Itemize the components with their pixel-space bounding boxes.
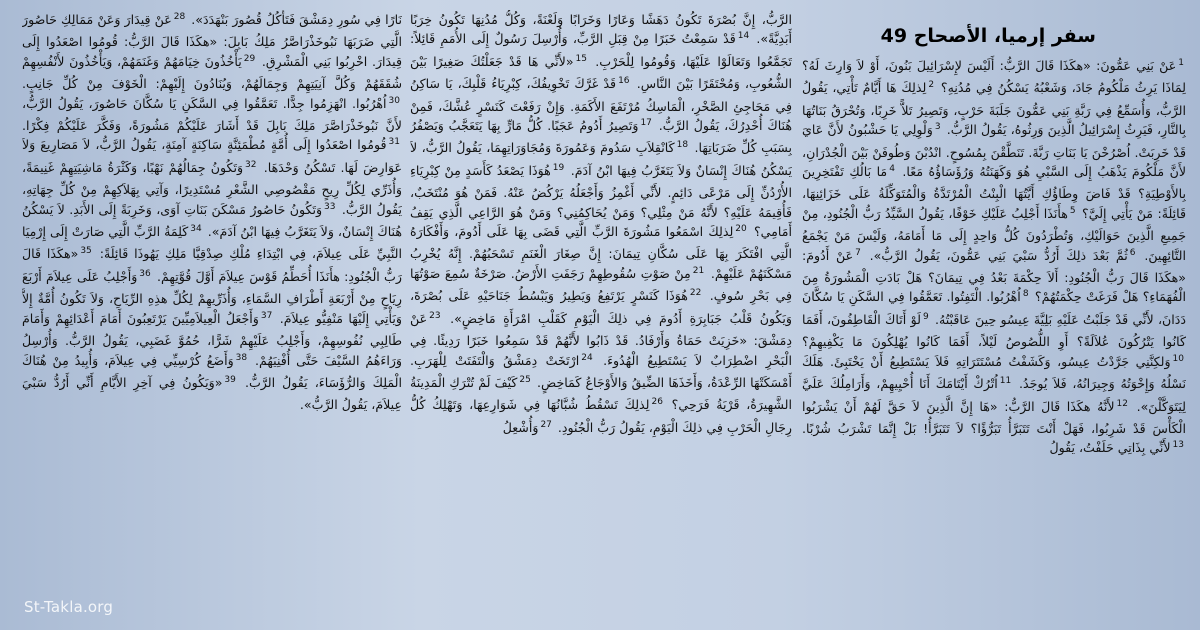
- verse-text: لأَنَّهُ هكَذَا قَالَ الرَّبُّ: «هَا إِنَّ الَّذِينَ لاَ حَقَّ لَهُمْ أَنْ يَشْرَبُوا الْكَأْسَ قَدْ شَرِبُوا، فَهَلْ أَنْتَ تَتَبَرَّأُ تَبَرُّؤًا؟ لاَ تَتَبَرَّأُ! بَلْ إِنَّمَا تَشْرَبُ شُرْبًا.: [802, 398, 1186, 436]
- text-column-left: [22, 10, 402, 610]
- verse-text: لِذلِكَ اسْمَعُوا مَشُورَةَ الرَّبِّ الَّتِي قَضَى بِهَا عَلَى أَدُومَ، وَأَفْكَارَهُ الَّتِي افْتَكَرَ بِهَا عَلَى سُكَّانِ تِيمَانَ: إِنَّ صِغَارَ الْغَنَمِ تَسْحَبُهُمْ. إِنَّهُ يُخْرِبُ مَسْكَنَهُمْ عَلَيْهِمْ.: [410, 224, 792, 281]
- verse-text: لِذلِكَ تَسْقُطُ شُبَّانُهَا فِي شَوَارِعِهَا، وَتَهْلِكُ كُلُّ رِجَالِ الْحَرْبِ فِي ذلِكَ الْيَوْمِ، يَقُولُ رَبُّ الْجُنُودِ.: [410, 397, 792, 435]
- verse-number: 14: [737, 31, 750, 42]
- verse-text: «هكَذَا قَالَ رَبُّ الْجُنُودِ: هأَنَذَا أُحَطِّمُ قَوْسَ عِيلاَمَ أَوَّلَ قُوَّتِهِمْ.: [22, 246, 402, 284]
- verse-text: هُوَذَا كَنَسْرٍ يَرْتَفِعُ وَيَطِيرُ وَيَبْسُطُ جَنَاحَيْهِ عَلَى بُصْرَةَ، وَيَكُونُ قَلْبُ جَبَابِرَةِ أَدُومَ فِي ذلِكَ الْيَوْمِ كَقَلْبِ امْرَأَةٍ مَاخِضٍ».: [410, 288, 792, 326]
- verse-number: 13: [1172, 440, 1184, 451]
- verse-text: عَنْ قِيدَارَ وَعَنْ مَمَالِكِ حَاصُورَ الَّتِي ضَرَبَهَا نَبُوخَذْرَاصَّرُ مَلِكُ بَابِلَ: «هكَذَا قَالَ الرَّبُّ: قُومُوا اصْعَدُوا إِلَى قِيدَارَ. اخْرِبُوا بَنِي الْمَشْرِقِ.: [22, 12, 402, 69]
- verse-text: قَدْ سَمِعْتُ خَبَرًا مِنْ قِبَلِ الرَّبِّ، وَأُرْسِلَ رَسُولٌ إِلَى الأُمَمِ قَائِلاً: تَجَمَّعُوا وَتَعَالَوْا عَلَيْهَا، وَقُومُوا لِلْحَرْبِ.: [410, 31, 792, 69]
- verse-number: 3: [934, 122, 941, 133]
- verse-number: 16: [618, 76, 630, 87]
- verse-number: 27: [540, 419, 552, 430]
- site-watermark: St-Takla.org: [24, 598, 114, 616]
- verse: [802, 399, 1186, 436]
- verse-number: 25: [519, 374, 531, 385]
- verse-number: 39: [224, 374, 236, 385]
- verse-text: وَلْوِلِي يَا حَشْبُونُ لأَنَّ عَايَ قَدْ خَرِبَتْ. اُصْرُخْنَ يَا بَنَاتِ رَبَّةَ. تَنَطَّقْنَ بِمُسُوحٍ. انْدُبْنَ وَطُوفَنْ بَيْنَ الْجُدْرَانِ، لأَنَّ مَلْكُومَ يَذْهَبُ إِلَى السَّبْيِ هُوَ وَكَهَنَتُهُ وَرُؤَسَاؤُهُ مَعًا.: [802, 122, 1186, 180]
- verse-number: 7: [855, 247, 861, 258]
- verse-number: 11: [999, 376, 1012, 387]
- verse-number: 33: [324, 201, 336, 212]
- verse: [503, 420, 554, 435]
- verse-text: لِذلِكَ هَا أَيَّامٌ تَأْتِي، يَقُولُ الرَّبُّ، وَأُسَمِّعُ فِي رَبَّةِ بَنِي عَمُّونَ جَلَبَةَ حَرْبٍ، وَتَصِيرُ تَلاًّ خَرِبًا، وَتُحْرَقُ بَنَاتُهَا بِالنَّارِ، فَيَرِثُ إِسْرَائِيلُ الَّذِينَ وَرِثُوهُ، يَقُولُ الرَّبُّ.: [802, 80, 1186, 138]
- verse-number: 28: [173, 12, 186, 22]
- verse-text: «وَيَكُونُ فِي آخِرِ الأَيَّامِ أَنِّي أَرُدُّ سَبْيَ عِيلاَمَ، يَقُولُ الرَّبُّ».: [22, 374, 402, 413]
- verse: [22, 96, 402, 133]
- verse-text: كَانْقِلاَبِ سَدُومَ وَعَمُورَةَ وَمُجَاوَرَاتِهِمَا، يَقُولُ الرَّبُّ، لاَ يَسْكُنُ هُنَاكَ إِنْسَانٌ وَلاَ يَتَغَرَّبُ فِيهَا ابْنُ آدَمَ.: [410, 140, 792, 178]
- text-column-right: [802, 22, 1186, 622]
- verse-number: 12: [1116, 398, 1128, 409]
- verse-number: 15: [575, 53, 587, 64]
- verse-text: مَا بَالُكِ تَفْتَخِرِينَ بِالأَوْطِيَةِ؟ قَدْ فَاضَ وِطَاؤُكِ أَيَّتُهَا الْبِنْتُ الْمُرْتَدَّةُ وَالْمُتَوَكِّلَةُ عَلَى خَزَائِنِهَا، قَائِلَةً: مَنْ يَأْتِي إِلَيَّ؟: [802, 164, 1186, 221]
- verse-text: كَلِمَةُ الرَّبِّ الَّتِي صَارَتْ إِلَى إِرْمِيَا النَّبِيِّ عَلَى عِيلاَمَ، فِي ابْتِدَاءِ مُلْكِ صِدْقِيَّا مَلِكِ يَهُوذَا قَائِلَةً:: [22, 224, 402, 262]
- verse-text: ارْتَخَتْ دِمَشْقُ وَالْتَفَتَتْ لِلْهَرَبِ. أَمْسَكَتْهَا الرِّعْدَةُ، وَأَخَذَهَا الضِّيقُ وَالأَوْجَاعُ كَمَاخِضٍ.: [410, 352, 792, 390]
- verse-text: وَأَجْعَلُ الْعِيلاَمِيِّينَ يَرْتَعِبُونَ أَمَامَ أَعْدَائِهِمْ وَأَمَامَ طَالِبِي نُفُوسِهِمْ، وَأَجْلِبُ عَلَيْهِمْ شَرًّا، حُمُوَّ غَضَبِي، يَقُولُ الرَّبُّ. وَأُرْسِلُ وَرَاءَهُمُ السَّيْفَ حَتَّى أُفْنِيَهُمْ.: [22, 310, 402, 368]
- verse-number: 6: [1129, 247, 1136, 258]
- verse-number: 35: [80, 246, 92, 257]
- verse-number: 8: [1022, 289, 1029, 300]
- verse-text: مِنْ صَوْتِ سُقُوطِهِمْ رَجَفَتِ الأَرْضُ. صَرْخَةٌ سُمِعَ صَوْتُهَا فِي بَحْرِ سُوفٍ.: [410, 265, 792, 304]
- verse-number: 22: [689, 288, 702, 299]
- verse-number: 10: [1172, 353, 1184, 364]
- verse-text: هُوَذَا يَصْعَدُ كَأَسَدٍ مِنْ كِبْرِيَاءِ الأُرْدُنِّ إِلَى مَرْعًى دَائِمٍ. لأَنِّي أَغْمِزُ وَأَجْعَلُهُ يَرْكُضُ عَنْهُ. فَمَنْ هُوَ مُنْتَخَبٌ، فَأُقِيمَهُ عَلَيْهِ؟ لأَنَّهُ مَنْ مِثْلِي؟ وَمَنْ يُحَاكِمُنِي؟ وَمَنْ هُوَ الرَّاعِي الَّذِي يَقِفُ أَمَامِي؟: [410, 162, 792, 240]
- verse-text: وَأَجْلِبُ عَلَى عِيلاَمَ أَرْبَعَ رِيَاحٍ مِنْ أَرْبَعَةِ أَطْرَافِ السَّمَاءِ، وَأُذَرِّيهِمْ لِكُلِّ هذِهِ الرِّيَاحِ، وَلاَ تَكُونُ أُمَّةٌ إِلاَّ وَيَأْتِي إِلَيْهَا مَنْفِيُّو عِيلاَمَ.: [22, 268, 402, 326]
- verse-text: قَدْ غَرَّكَ تَخْوِيفُكَ، كِبْرِيَاءُ قَلْبِكَ، يَا سَاكِنُ فِي مَحَاجِئِ الصَّخْرِ، الْمَاسِكُ مُرْتَفَعَ الأَكَمَةِ. وَإِنْ رَفَعْتَ كَنَسْرٍ عُشَّكَ، فَمِنْ هُنَاكَ أُحْدِرُكَ، يَقُولُ الرَّبُّ.: [410, 76, 792, 134]
- verse-number: 36: [139, 268, 151, 279]
- verse-number: 9: [922, 311, 929, 322]
- verse: [187, 12, 402, 27]
- verse-text: اُهْرُبُوا. الْتَفِتُوا. تَعَمَّقُوا فِي السَّكَنِ يَا سُكَّانَ دَدَانَ، لأَنِّي قَدْ جَلَبْتُ عَلَيْهِ بَلِيَّةَ عِيسُو حِينَ عَاقَبْتُهُ.: [802, 289, 1186, 327]
- verse-text: قُومُوا اصْعَدُوا إِلَى أُمَّةٍ مُطْمَئِنَّةٍ سَاكِنَةٍ آمِنَةٍ، يَقُولُ الرَّبُّ، لاَ مَصَارِيعَ وَلاَ عَوَارِضَ لَهَا. تَسْكُنُ وَحْدَهَا.: [22, 137, 402, 175]
- verse-text: اُتْرُكْ أَيْتَامَكَ أَنَا أُحْيِيهِمْ، وَأَرَامِلُكَ عَلَيَّ لِيَتَوَكَّلْنَ».: [802, 376, 1186, 414]
- verse-number: 23: [429, 310, 441, 321]
- verse-number: 18: [676, 140, 689, 151]
- verse-number: 20: [735, 224, 747, 235]
- verse: [1049, 440, 1186, 455]
- text-column-middle: [410, 10, 792, 610]
- verse-text: وَأُشْعِلُ: [502, 419, 539, 435]
- verse-text: وَتَكُونُ حَاصُورُ مَسْكَنَ بَنَاتِ آوَى، وَخَرِبَةً إِلَى الأَبَدِ. لاَ يَسْكُنُ هُنَاكَ إِنْسَانٌ، وَلاَ يَتَغَرَّبُ فِيهَا ابْنُ آدَمَ».: [22, 201, 402, 240]
- verse-text: عَنْ دِمَشْقَ: «خَزِيَتْ حَمَاةُ وَأَرْفَادُ. قَدْ ذَابُوا لأَنَّهُمْ قَدْ سَمِعُوا خَبَرًا رَدِيئًا. فِي الْبَحْرِ اضْطِرَابٌ لاَ يَسْتَطِيعُ الْهُدُوءَ.: [410, 310, 792, 368]
- verse-number: 17: [640, 118, 652, 129]
- verse-text: نَارًا فِي سُورِ دِمَشْقَ فَتَأْكُلُ قُصُورَ بَنْهَدَدَ».: [191, 12, 402, 27]
- verse-number: 4: [889, 164, 895, 175]
- chapter-title: سفر إرميا، الأصحاح 49: [880, 25, 1096, 47]
- verse-number: 26: [651, 397, 663, 408]
- verse-number: 2: [928, 80, 935, 91]
- verse-text: ثُمَّ بَعْدَ ذلِكَ أَرُدُّ سَبْيَ بَنِي عَمُّونَ، يَقُولُ الرَّبُّ».: [869, 247, 1128, 263]
- verse-number: 21: [692, 265, 705, 276]
- verse: [863, 248, 1138, 263]
- verse-text: يَأْخُذُونَ خِيَامَهُمْ وَغَنَمَهُمْ، وَيَأْخُذُونَ لأَنْفُسِهِمْ شُقَقَهُمْ وَكُلَّ آنِيَتِهِمْ وَجِمَالَهُمْ، وَيُنَادُونَ إِلَيْهِمْ: الْخَوْفَ مِنْ كُلِّ جَانِبٍ.: [22, 53, 402, 92]
- verse-text: لَوْ أَتَاكَ الْقَاطِفُونَ، أَفَمَا كَانُوا يَتْرُكُونَ عُلاَلَةً؟ أَوِ اللُّصُوصُ لَيْلاً، أَفَمَا كَانُوا يُهْلِكُونَ مَا يَكْفِيهِمْ؟: [802, 311, 1186, 350]
- verse-text: كَيْفَ لَمْ تُتْرَكِ الْمَدِينَةُ الشَّهِيرَةُ، قَرْيَةُ فَرَحِي؟: [410, 374, 792, 413]
- verse-text: وَلكِنَّنِي جَرَّدْتُ عِيسُو، وَكَشَفْتُ مُسْتَتَرَاتِهِ فَلاَ يَسْتَطِيعُ أَنْ يَخْتَبِئَ. هَلَكَ نَسْلُهُ وَإِخْوَتُهُ وَجِيرَانُهُ، فَلاَ يُوجَدُ.: [802, 353, 1186, 392]
- verse-number: 29: [243, 53, 256, 64]
- verse-number: 34: [190, 224, 202, 235]
- verse-text: اُهْرُبُوا. انْهَزِمُوا جِدًّا. تَعَمَّقُوا فِي السَّكَنِ يَا سُكَّانَ حَاصُورَ، يَقُولُ الرَّبُّ، لأَنَّ نَبُوخَذْرَاصَّرَ مَلِكَ بَابِلَ قَدْ أَشَارَ عَلَيْكُمْ مَشُورَةً، وَفَكَّرَ عَلَيْكُمْ فِكْرًا.: [22, 95, 402, 134]
- verse-number: 38: [235, 352, 248, 363]
- verse-number: 5: [1069, 205, 1076, 216]
- verse-text: عَنْ أَدُومَ: «هكَذَا قَالَ رَبُّ الْجُنُودِ: أَلاَ حِكْمَةَ بَعْدُ فِي تِيمَانَ؟ هَلْ بَادَتِ الْمَشُورَةُ مِنَ الْفُهَمَاءِ؟ هَلْ فَرَغَتْ حِكْمَتُهُمْ؟: [802, 247, 1186, 305]
- verse-number: 19: [552, 162, 565, 173]
- verse-text: وَتَصِيرُ أَدُومُ عَجَبًا. كُلُّ مَارٍّ بِهَا يَتَعَجَّبُ وَيَصْفُرُ بِسَبَبِ كُلِّ ضَرَبَاتِهَا.: [410, 118, 792, 156]
- verse-number: 1: [1178, 58, 1184, 68]
- verse-text: هأَنَذَا أَجْلِبُ عَلَيْكِ خَوْفًا، يَقُولُ السَّيِّدُ رَبُّ الْجُنُودِ، مِنْ جَمِيعِ الَّذِينَ حَوَالَيْكِ، وَتُطْرَدُونَ كُلُّ وَاحِدٍ إِلَى مَا أَمَامَهُ، وَلَيْسَ مَنْ يَجْمَعُ التَّائِهِينَ.: [802, 205, 1186, 263]
- verse-number: 32: [245, 159, 257, 170]
- verse-number: 37: [260, 310, 273, 321]
- verse-text: لأَنِّي بِذَاتِي حَلَفْتُ، يَقُولُ: [1049, 440, 1171, 456]
- verse-number: 31: [388, 137, 400, 148]
- verse-text: عَنْ بَنِي عَمُّونَ: «هكَذَا قَالَ الرَّبُّ: أَلَيْسَ لإِسْرَائِيلَ بَنُونَ، أَوْ لاَ وَارِثَ لَهُ؟ لِمَاذَا يَرِثُ مَلْكُومُ جَادَ، وَشَعْبُهُ يَسْكُنُ فِي مُدُنِهِ؟: [802, 58, 1186, 96]
- verse-number: 30: [388, 95, 400, 106]
- verse-text: «لأَنِّي هَا قَدْ جَعَلْتُكَ صَغِيرًا بَيْنَ الشُّعُوبِ، وَمُحْتَقَرًا بَيْنَ النَّاسِ.: [410, 53, 792, 92]
- verse-text: الرَّبُّ، إِنَّ بُصْرَةَ تَكُونُ دَهَشًا وَعَارًا وَخَرَابًا وَلَعْنَةً، وَكُلُّ مُدُنِهَا تَكُونُ خِرَبًا أَبَدِيَّةً».: [410, 12, 792, 47]
- verse-number: 24: [581, 352, 593, 363]
- verse-text: وَأَضَعُ كُرْسِيِّي فِي عِيلاَمَ، وَأُبِيدُ مِنْ هُنَاكَ الْمَلِكَ وَالرُّؤَسَاءَ، يَقُولُ الرَّبُّ.: [22, 352, 402, 390]
- verse-text: وَتَكُونُ جِمَالُهُمْ نَهْبًا، وَكَثْرَةُ مَاشِيَتِهِمْ غَنِيمَةً، وَأُذَرِّي لِكُلِّ رِيحٍ مَقْصُوصِي الشَّعْرِ مُسْتَدِيرًا، وَآتِي بِهَلاَكِهِمْ مِنْ كُلِّ جِهَاتِهِ، يَقُولُ الرَّبُّ.: [22, 159, 402, 217]
